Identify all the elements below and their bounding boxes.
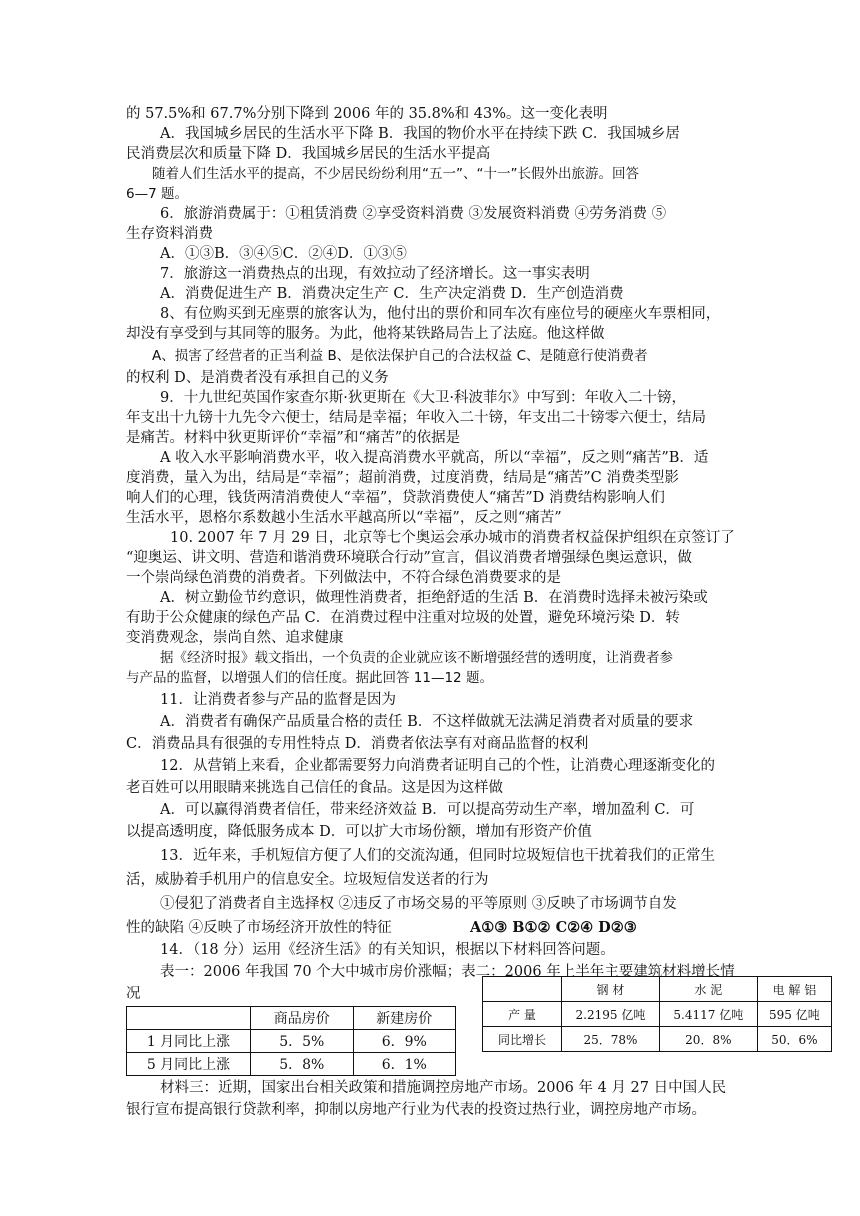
text-line: A．消费者有确保产品质量合格的责任 B．不这样做就无法满足消费者对质量的要求: [160, 714, 694, 730]
table-cell: 5．5%: [251, 1030, 354, 1053]
text-line: 响人们的心理，钱货两清消费使人“幸福”，贷款消费使人“痛苦”D 消费结构影响人们: [126, 490, 665, 506]
table-cell: 595 亿吨: [757, 1002, 831, 1027]
text-line: 14．（18 分）运用《经济生活》的有关知识，根据以下材料回答问题。: [160, 942, 615, 958]
text-line: 况: [126, 986, 141, 1002]
table-housing-prices: [126, 1006, 456, 1076]
table-header-row: [483, 977, 832, 1002]
text-line: 6．旅游消费属于：①租赁消费 ②享受资料消费 ③发展资料消费 ④劳务消费 ⑤: [160, 206, 667, 222]
table-cell: 1 月同比上涨: [127, 1030, 251, 1053]
table-cell: 5.4117 亿吨: [659, 1002, 757, 1027]
text-line: 10. 2007 年 7 月 29 日，北京等七个奥运会承办城市的消费者权益保护组织在京签订了: [170, 530, 735, 546]
text-line: 有助于公众健康的绿色产品 C．在消费过程中注重对垃圾的处置，避免环境污染 D．转: [126, 610, 680, 626]
text-line: 却没有享受到与其同等的服务。为此，他将某铁路局告上了法庭。他这样做: [126, 326, 605, 342]
text-line: 年支出十九镑十九先令六便士，结局是幸福；年收入二十镑，年支出二十镑零六便士，结局: [126, 410, 706, 426]
table-row: [127, 1030, 456, 1053]
table-header-cell: [127, 1007, 251, 1030]
table-header-cell: 电 解 铝: [757, 977, 831, 1002]
text-line: 生存资料消费: [126, 226, 213, 242]
table-cell: 6．1%: [353, 1053, 456, 1076]
text-line: 民消费层次和质量下降 D．我国城乡居民的生活水平提高: [126, 146, 491, 162]
text-line: 7．旅游这一消费热点的出现，有效拉动了经济增长。这一事实表明: [160, 266, 590, 282]
text-line: 的权利 D、是消费者没有承担自己的义务: [126, 370, 389, 386]
text-line: 性的缺陷 ④反映了市场经济开放性的特征: [126, 920, 392, 936]
table-cell: 产 量: [483, 1002, 562, 1027]
text-line: A．树立勤俭节约意识，做理性消费者，拒绝舒适的生活 B．在消费时选择未被污染或: [160, 590, 708, 606]
text-line: 是痛苦。材料中狄更斯评价“幸福”和“痛苦”的依据是: [126, 430, 461, 446]
table-header-cell: [483, 977, 562, 1002]
table-header-cell: 水 泥: [659, 977, 757, 1002]
text-line: 以提高透明度，降低服务成本 D．可以扩大市场份额，增加有形资产价值: [126, 824, 592, 840]
table-cell: 25．78%: [562, 1027, 660, 1052]
table-cell: 5 月同比上涨: [127, 1053, 251, 1076]
table-row: [127, 1053, 456, 1076]
text-line: 活，威胁着手机用户的信息安全。垃圾短信发送者的行为: [126, 872, 489, 888]
text-line: 11．让消费者参与产品的监督是因为: [160, 692, 396, 708]
table-cell: 5．8%: [251, 1053, 354, 1076]
text-line: 9．十九世纪英国作家查尔斯·狄更斯在《大卫·科波菲尔》中写到：年收入二十镑，: [160, 390, 686, 406]
text-line: “迎奥运、讲文明、营造和谐消费环境联合行动”宣言，倡议消费者增强绿色奥运意识，做: [126, 550, 692, 566]
text-line: C．消费品具有很强的专用性特点 D．消费者依法享有对商品监督的权利: [126, 736, 589, 752]
text-line: 13．近年来，手机短信方便了人们的交流沟通，但同时垃圾短信也干扰着我们的正常生: [160, 848, 715, 864]
table-row: [483, 1027, 832, 1052]
text-line: 银行宣布提高银行贷款利率，抑制以房地产行业为代表的投资过热行业，调控房地产市场。: [126, 1102, 706, 1118]
answer-options: A①③ B①② C②④ D②③: [470, 919, 637, 936]
table-header-cell: 钢 材: [562, 977, 660, 1002]
table-cell: 20．8%: [659, 1027, 757, 1052]
text-line: 变消费观念，崇尚自然、追求健康: [126, 630, 344, 646]
text-line: ①侵犯了消费者自主选择权 ②违反了市场交易的平等原则 ③反映了市场调节自发: [160, 896, 677, 912]
text-line: 生活水平，恩格尔系数越小生活水平越高所以“幸福”，反之则“痛苦”: [126, 510, 562, 526]
text-line: A．①③B．③④⑤C．②④D．①③⑤: [160, 246, 407, 262]
text-line: A．可以赢得消费者信任，带来经济效益 B．可以提高劳动生产率，增加盈利 C．可: [160, 802, 695, 818]
text-line: A 收入水平影响消费水平，收入提高消费水平就高，所以“幸福”，反之则“痛苦”B．适: [160, 450, 709, 466]
text-line: 据《经济时报》载文指出，一个负责的企业就应该不断增强经营的透明度，让消费者参: [160, 650, 673, 666]
table-building-materials: [482, 976, 832, 1052]
text-line: 老百姓可以用眼睛来挑选自己信任的食品。这是因为这样做: [126, 780, 503, 796]
table-row: [483, 1002, 832, 1027]
text-line: 的 57.5%和 67.7%分别下降到 2006 年的 35.8%和 43%。这一变化表明: [126, 106, 608, 122]
text-line: 12．从营销上来看，企业都需要努力向消费者证明自己的个性，让消费心理逐渐变化的: [160, 758, 715, 774]
text-line: A、损害了经营者的正当利益 B、是依法保护自己的合法权益 C、是随意行使消费者: [152, 348, 648, 364]
text-line: 6—7 题。: [126, 186, 188, 202]
text-line: 表一：2006 年我国 70 个大中城市房价涨幅；表二：2006 年上半年主要建筑材料增长情: [160, 964, 735, 980]
text-line: A．消费促进生产 B．消费决定生产 C．生产决定消费 D．生产创造消费: [160, 286, 624, 302]
text-line: 8、有位购买到无座票的旅客认为，他付出的票价和同车次有座位号的硬座火车票相同，: [160, 306, 721, 322]
text-line: 度消费，量入为出，结局是“幸福”；超前消费，过度消费，结局是“痛苦”C 消费类型影: [126, 470, 679, 486]
table-cell: 50．6%: [757, 1027, 831, 1052]
text-line: 材料三：近期，国家出台相关政策和措施调控房地产市场。2006 年 4 月 27 日中国人民: [160, 1080, 727, 1096]
table-cell: 6．9%: [353, 1030, 456, 1053]
table-header-cell: 商品房价: [251, 1007, 354, 1030]
text-line: 一个崇尚绿色消费的消费者。下列做法中，不符合绿色消费要求的是: [126, 570, 561, 586]
table-header-row: [127, 1007, 456, 1030]
text-line: 与产品的监督，以增强人们的信任度。据此回答 11—12 题。: [126, 670, 493, 686]
table-header-cell: 新建房价: [353, 1007, 456, 1030]
text-line: 随着人们生活水平的提高，不少居民纷纷利用“五一”、“十一”长假外出旅游。回答: [152, 166, 639, 182]
text-line: A．我国城乡居民的生活水平下降 B．我国的物价水平在持续下跌 C．我国城乡居: [160, 126, 680, 142]
table-cell: 同比增长: [483, 1027, 562, 1052]
table-cell: 2.2195 亿吨: [562, 1002, 660, 1027]
